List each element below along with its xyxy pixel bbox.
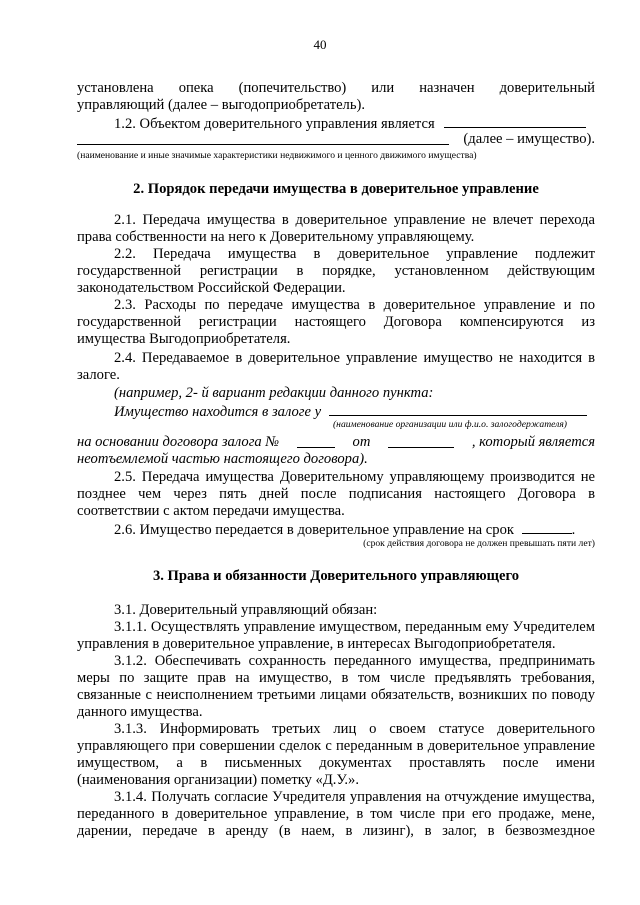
clause-3-1-3: 3.1.3. Информировать третьих лиц о своем статусе доверительного управляющего при совершении сделок с переданным в доверительное управление имуществом, а в письменных документах проставлять после имени (наименования организации) пометку «Д.У.».	[77, 721, 595, 788]
section-3-title: 3. Права и обязанности Доверительного управляющего	[152, 568, 520, 584]
blank-line	[522, 520, 572, 534]
clause-1-2-tail: (далее – имущество).	[463, 131, 595, 147]
blank-line	[444, 114, 586, 128]
clause-1-2-note: (наименование и иные значимые характеристики недвижимого и ценного движимого имущества)	[77, 150, 477, 161]
blank-line	[329, 402, 587, 416]
blank-line	[297, 434, 335, 448]
clause-2-4: 2.4. Передаваемое в доверительное управление имущество не находится в залоге.	[77, 350, 595, 383]
clause-2-1: 2.1. Передача имущества в доверительное управление не влечет перехода права собственности на него к Доверительному управляющему.	[77, 212, 595, 245]
clause-3-1-1: 3.1.1. Осуществлять управление имуществом, переданным ему Учредителем управления в доверительное управление, в интересах Выгодоприобретателя.	[77, 619, 595, 652]
intro-word: или	[371, 80, 395, 96]
section-2-title: 2. Порядок передачи имущества в доверительное управление	[133, 181, 539, 197]
variant-intro: (например, 2- й вариант редакции данного пункта:	[114, 385, 434, 401]
page-number: 40	[313, 37, 327, 52]
variant-text: , который является	[471, 434, 595, 450]
variant-text: от	[352, 434, 371, 450]
variant-text: Имущество находится в залоге у	[114, 404, 322, 420]
intro-word: опека	[178, 80, 214, 96]
clause-1-2-text: 1.2. Объектом доверительного управления является	[114, 116, 435, 132]
clause-3-1-4: 3.1.4. Получать согласие Учредителя управления на отчуждение имущества, переданного в доверительное управление, в том числе при его продаже, мене, дарении, передаче в аренду (в наем, в лизинг), в залог, в безвозмездное	[77, 789, 595, 839]
intro-word: назначен	[419, 80, 475, 96]
variant-line-3: неотъемлемой частью настоящего договора).	[77, 451, 368, 467]
intro-word: (попечительство)	[238, 80, 347, 96]
intro-word: установлена	[77, 80, 154, 96]
clause-3-1-2: 3.1.2. Обеспечивать сохранность переданного имущества, предпринимать меры по защите прав на имущество, в том числе предъявлять требования, связанные с неисполнением третьими лицами обязательств, возникших по поводу данного имущества.	[77, 653, 595, 720]
intro-line-1	[77, 80, 595, 97]
variant-line-2	[77, 434, 595, 451]
blank-line	[388, 434, 454, 448]
clause-2-5: 2.5. Передача имущества Доверительному управляющему производится не позднее чем через пять дней после подписания настоящего Договора в соответствии с актом передачи имущества.	[77, 469, 595, 519]
clause-2-2: 2.2. Передача имущества в доверительное управление подлежит государственной регистрации в порядке, установленном действующим законодательством Российской Федерации.	[77, 246, 595, 296]
clause-2-6-text: 2.6. Имущество передается в доверительное управление на срок	[114, 522, 514, 538]
intro-word: доверительный	[499, 80, 595, 96]
variant-text: на основании договора залога №	[77, 434, 280, 450]
clause-3-1: 3.1. Доверительный управляющий обязан:	[114, 602, 378, 618]
clause-1-2-line-2	[77, 131, 595, 150]
clause-2-6: 2.6. Имущество передается в доверительное управление на срок .	[77, 520, 595, 539]
intro-line-2: управляющий (далее – выгодоприобретатель).	[77, 97, 365, 113]
variant-note: (наименование организации или ф.и.о. залогодержателя)	[332, 419, 567, 430]
clause-2-6-note: (срок действия договора не должен превышать пяти лет)	[363, 538, 595, 549]
blank-line	[77, 131, 449, 145]
clause-2-3: 2.3. Расходы по передаче имущества в доверительное управление и по государственной регистрации настоящего Договора компенсируются из имущества Выгодоприобретателя.	[77, 297, 595, 347]
